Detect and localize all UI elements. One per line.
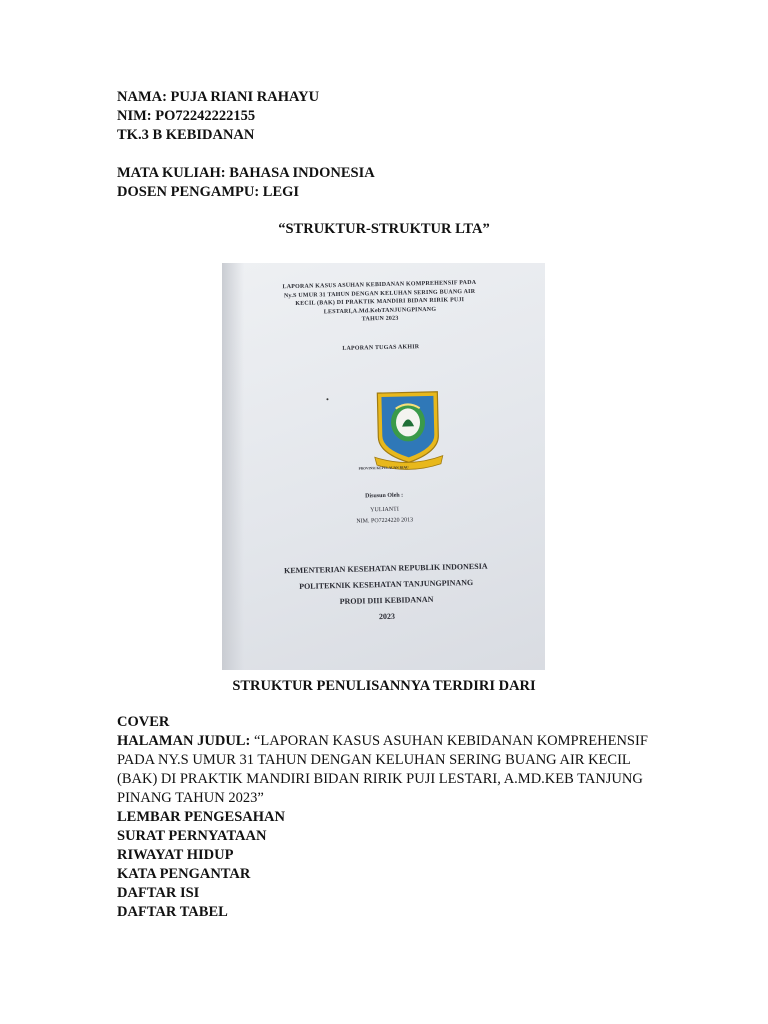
list-item: KATA PENGANTAR	[117, 866, 251, 882]
cover-institution: KEMENTERIAN KESEHATAN REPUBLIK INDONESIA POLITEKNIK KESEHATAN TANJUNGPINANG PRODI DIII KEBIDANAN 2023	[283, 561, 488, 622]
cover-report-type: LAPORAN TUGAS AKHIR	[342, 344, 420, 352]
cover-photo	[222, 263, 545, 670]
student-class: TK.3 B KEBIDANAN	[117, 127, 255, 143]
list-item: DAFTAR ISI	[117, 885, 200, 901]
cover-author-block: Disusun Oleh : YULIANTI NIM. PO7224220 2013	[356, 492, 414, 525]
list-item-halaman-judul: HALAMAN JUDUL: “LAPORAN KASUS ASUHAN KEBIDANAN KOMPREHENSIF PADA NY.S UMUR 31 TAHUN DENGAN KELUHAN SERING BUANG AIR KECIL (BAK) DI PRAKTIK MANDIRI BIDAN RIRIK PUJI LESTARI, A.MD.KEB TANJUNG PINANG TAHUN 2023”	[117, 733, 648, 806]
student-info	[117, 88, 375, 202]
section-heading: STRUKTUR PENULISANNYA TERDIRI DARI	[232, 678, 536, 694]
list-item: COVER	[117, 714, 170, 730]
course-name: MATA KULIAH: BAHASA INDONESIA	[117, 165, 375, 181]
logo-banner-text: PROVINSI KEPULAUAN RIAU	[358, 465, 409, 471]
list-item: LEMBAR PENGESAHAN	[117, 809, 285, 825]
list-item: DAFTAR TABEL	[117, 904, 228, 920]
list-item: SURAT PERNYATAAN	[117, 828, 267, 844]
student-nim: NIM: PO72242222155	[117, 108, 256, 124]
emblem-logo-icon	[371, 386, 445, 472]
speck	[326, 398, 328, 400]
cover-title: LAPORAN KASUS ASUHAN KEBIDANAN KOMPREHENSIF PADA Ny.S UMUR 31 TAHUN DENGAN KELUHAN SERING BUANG AIR KECIL (BAK) DI PRAKTIK MANDIRI BIDAN RIRIK PUJI LESTARI,A.Md.KebTANJUNGPINANG TAHUN 2023	[282, 279, 477, 323]
lecturer-name: DOSEN PENGAMPU: LEGI	[117, 184, 300, 200]
document-title: “STRUKTUR-STRUKTUR LTA”	[278, 221, 490, 237]
list-item: RIWAYAT HIDUP	[117, 847, 234, 863]
structure-list	[117, 713, 657, 922]
student-name: NAMA: PUJA RIANI RAHAYU	[117, 89, 320, 105]
